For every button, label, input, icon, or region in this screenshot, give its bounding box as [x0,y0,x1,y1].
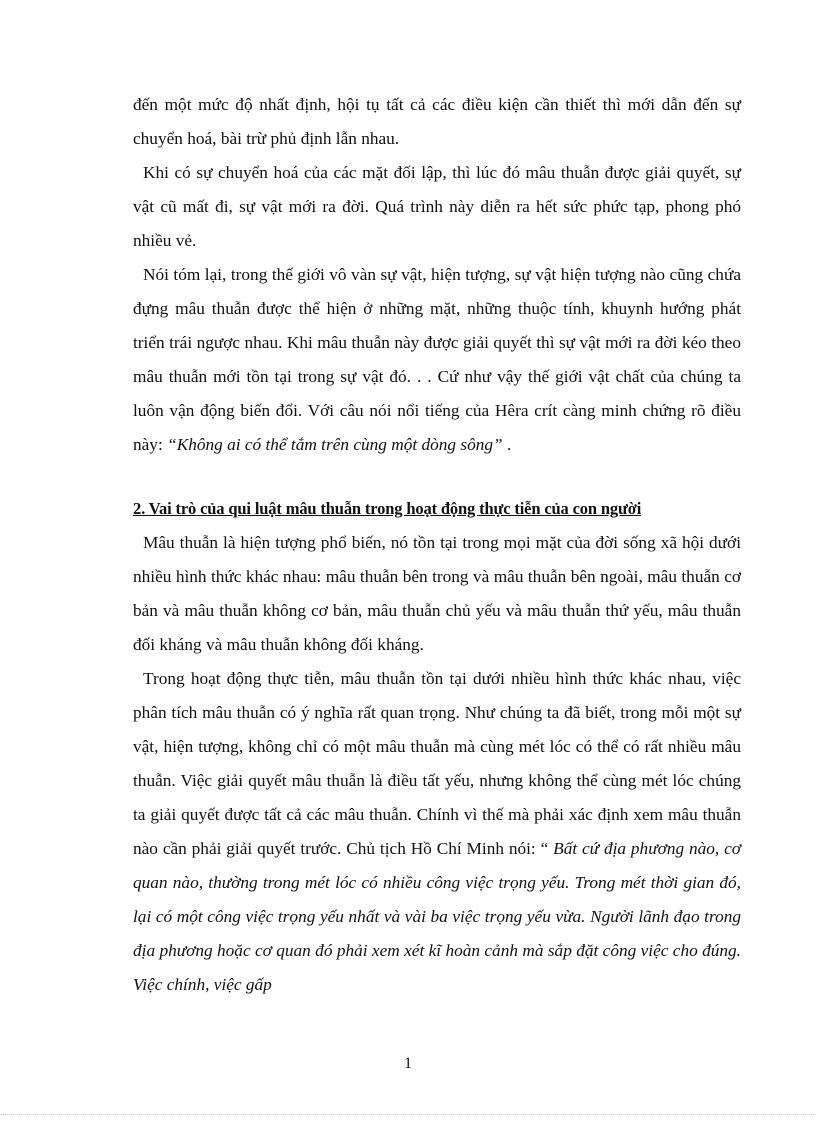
paragraph-2: Khi có sự chuyển hoá của các mặt đối lập, thì lúc đó mâu thuẫn được giải quyết, sự vật cũ mất đi, sự vật mới ra đời. Quá trình này diễn ra hết sức phức tạp, phong phó nhiều vẻ. [133,163,741,250]
paragraph-5 [133,662,741,1002]
paragraph-1: đến một mức độ nhất định, hội tụ tất cả các điều kiện cần thiết thì mới dẫn đến sự chuyển hoá, bài trừ phủ định lẫn nhau. [133,95,741,148]
section-heading: 2. Vai trò của qui luật mâu thuẫn trong hoạt động thực tiễn của con người [133,499,642,518]
paragraph-3-end: . [502,435,512,454]
page-number: 1 [404,1055,412,1072]
paragraph-3-text: Nói tóm lại, trong thế giới vô vàn sự vật, hiện tượng, sự vật hiện tượng nào cũng chứa đựng mâu thuẫn được thể hiện ở những mặt, những thuộc tính, khuynh hướng phát triển trái ngược nhau. Khi mâu thuẫn này được giải quyết thì sự vật mới ra đời kéo theo mâu thuẫn mới tồn tại trong sự vật đó. . . Cứ như vậy thế giới vật chất của chúng ta luôn vận động biến đổi. Với câu nói nổi tiếng của Hêra crít càng minh chứng rõ điều này: [133,265,741,454]
paragraph-5-text: Trong hoạt động thực tiễn, mâu thuẫn tồn tại dưới nhiều hình thức khác nhau, việc phân tích mâu thuẫn có ý nghĩa rất quan trọng. Như chúng ta đã biết, trong mỗi một sự vật, hiện tượng, không chỉ có một mâu thuẫn mà cùng mét lóc có thể có rất nhiều mâu thuẫn. Việc giải quyết mâu thuẫn là điều tất yếu, nhưng không thể cùng mét lóc chúng ta giải quyết được tất cả các mâu thuẫn. Chính vì thế mà phải xác định xem mâu thuẫn nào cần phải giải quyết trước. Chủ tịch Hồ Chí Minh nói: “ [133,669,741,858]
document-page [133,88,741,1002]
paragraph-4: Mâu thuẫn là hiện tượng phổ biến, nó tồn tại trong mọi mặt của đời sống xã hội dưới nhiều hình thức khác nhau: mâu thuẫn bên trong và mâu thuẫn bên ngoài, mâu thuẫn cơ bản và mâu thuẫn không cơ bản, mâu thuẫn chủ yếu và mâu thuẫn thứ yếu, mâu thuẫn đối kháng và mâu thuẫn không đối kháng. [133,533,741,654]
page-bottom-border [0,1114,816,1115]
ho-chi-minh-quote: Bất cứ địa phương nào, cơ quan nào, thường trong mét lóc có nhiều công việc trọng yếu. Trong mét thời gian đó, lại có một công việc trọng yếu nhất và vài ba việc trọng yếu vừa. Người lãnh đạo trong địa phương hoặc cơ quan đó phải xem xét kĩ hoàn cảnh mà sắp đặt công việc cho đúng. Việc chính, việc gấp [133,839,741,994]
paragraph-3 [133,258,741,462]
heraclitus-quote: “Không ai có thể tắm trên cùng một dòng sông” [167,435,503,454]
